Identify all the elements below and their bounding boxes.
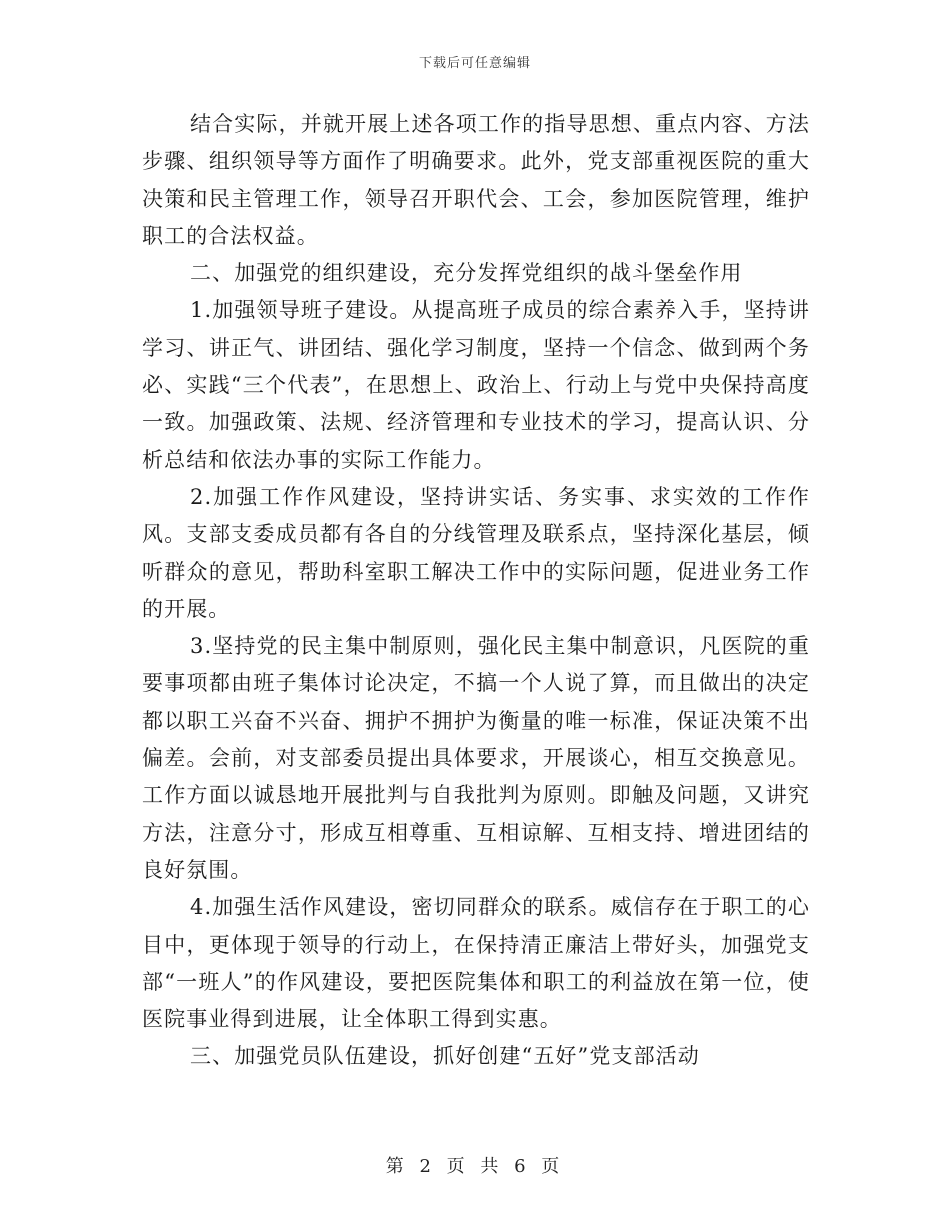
- header-note: 下载后可任意编辑: [418, 56, 531, 71]
- page-indicator: 第 2 页 共 6 页: [385, 1156, 565, 1177]
- section-heading-3: 三、加强党员队伍建设，抓好创建“五好”党支部活动: [190, 1044, 700, 1069]
- document-body: [142, 106, 810, 1076]
- paragraph-item-4: 4.加强生活作风建设，密切同群众的联系。威信存在于职工的心目中，更体现于领导的行动上，在保持清正廉洁上带好头，加强党支部“一班人”的作风建设，要把医院集体和职工的利益放在第一位，使医院事业得到进展，让全体职工得到实惠。: [142, 895, 810, 1032]
- paragraph-item-3: 3.坚持党的民主集中制原则，强化民主集中制意识，凡医院的重要事项都由班子集体讨论决定，不搞一个人说了算，而且做出的决定都以职工兴奋不兴奋、拥护不拥护为衡量的唯一标准，保证决策不出偏差。会前，对支部委员提出具体要求，开展谈心，相互交换意见。工作方面以诚恳地开展批判与自我批判为原则。即触及问题，又讲究方法，注意分寸，形成互相尊重、互相谅解、互相支持、增进团结的良好氛围。: [142, 634, 810, 882]
- paragraph-1: 结合实际，并就开展上述各项工作的指导思想、重点内容、方法步骤、组织领导等方面作了明确要求。此外，党支部重视医院的重大决策和民主管理工作，领导召开职代会、工会，参加医院管理，维护职工的合法权益。: [142, 112, 810, 248]
- paragraph-item-2: 2.加强工作作风建设，坚持讲实话、务实事、求实效的工作作风。支部支委成员都有各自的分线管理及联系点，坚持深化基层，倾听群众的意见，帮助科室职工解决工作中的实际问题，促进业务工作的开展。: [142, 484, 810, 621]
- section-heading-2: 二、加强党的组织建设，充分发挥党组织的战斗堡垒作用: [190, 261, 743, 286]
- paragraph-item-1: 1.加强领导班子建设。从提高班子成员的综合素养入手，坚持讲学习、讲正气、讲团结、强化学习制度，坚持一个信念、做到两个务必、实践“三个代表”，在思想上、政治上、行动上与党中央保持高度一致。加强政策、法规、经济管理和专业技术的学习，提高认识、分析总结和依法办事的实际工作能力。: [142, 298, 810, 472]
